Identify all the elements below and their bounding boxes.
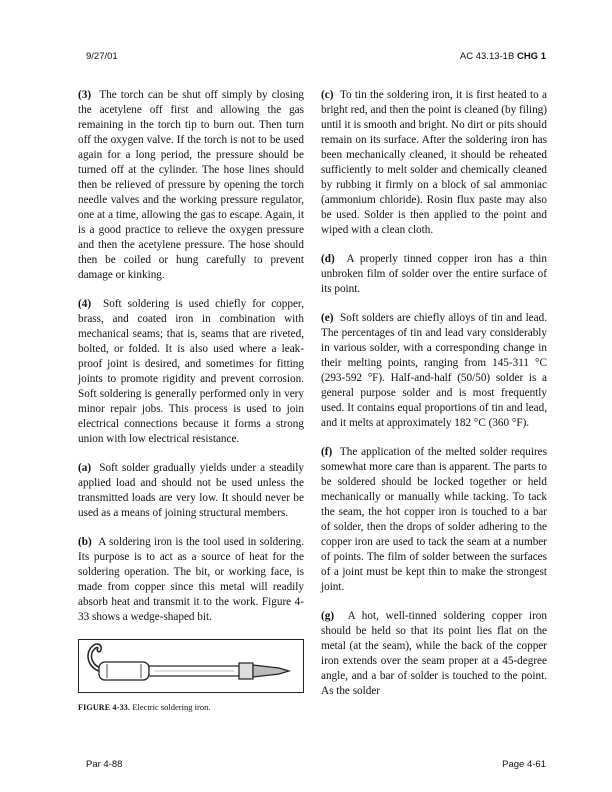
paragraph-g <box>321 609 547 699</box>
paragraph-label: (b) <box>78 536 92 548</box>
doc-id: AC 43.13-1B <box>459 51 515 62</box>
paragraph-3 <box>78 88 304 283</box>
header-doc-id <box>460 51 546 62</box>
figure-caption <box>78 700 304 715</box>
figure-label: FIGURE 4-33. <box>78 703 131 712</box>
figure-caption-text: Electric soldering iron. <box>132 702 211 712</box>
left-column <box>78 88 304 715</box>
footer-paragraph-ref: Par 4-88 <box>86 759 123 770</box>
paragraph-a <box>78 461 304 521</box>
figure-soldering-iron <box>78 639 304 693</box>
paragraph-text: A hot, well-tinned soldering copper iron should be held so that its point lies flat on the metal (at the seam), while the back of the copper iron extends over the seam proper at a 45-degree angle, and a bar of solder is touched to the point. As the solder <box>321 610 547 697</box>
right-column <box>321 88 547 713</box>
paragraph-text: The application of the melted solder requires somewhat more care than is apparent. The parts to be soldered should be locked together or held mechanically or manually while tacking. To tack the seam, the hot copper iron is touched to a bar of solder, then the drops of solder adhering to the copper iron are used to tack the seam at a number of points. The film of solder between the surfaces of a joint must be kept thin to make the strongest joint. <box>321 446 548 593</box>
paragraph-4 <box>78 297 304 447</box>
paragraph-label: (4) <box>78 298 92 310</box>
paragraph-text: Soft soldering is used chiefly for copper, brass, and coated iron in combination with mechanical seams; that is, seams that are riveted, bolted, or folded. It is also used where a leak-proof joint is desired, and sometimes for fitting joints to promote rigidity and prevent corrosion. Soft soldering is generally performed only in very minor repair jobs. This process is used to join electrical connections because it forms a strong union with low electrical resistance. <box>78 298 304 445</box>
paragraph-label: (e) <box>321 312 334 324</box>
paragraph-label: (f) <box>321 446 333 458</box>
header-date: 9/27/01 <box>86 51 118 62</box>
paragraph-text: Soft solders are chiefly alloys of tin and lead. The percentages of tin and lead vary considerably in various solder, with a corresponding change in their melting points, ranging from 145-311 °C (293-592 °F). Half-and-half (50/50) solder is a general purpose solder and is most frequently used. It contains equal proportions of tin and lead, and it melts at approximately 182 °C (360 °F). <box>321 312 548 429</box>
change-number: CHG 1 <box>516 51 546 62</box>
paragraph-b <box>78 535 304 625</box>
paragraph-label: (a) <box>78 462 92 474</box>
paragraph-f <box>321 445 547 595</box>
paragraph-text: A soldering iron is the tool used in soldering. Its purpose is to act as a source of heat for the soldering operation. The bit, or working face, is made from copper since this metal will readily absorb heat and transmit it to the work. Figure 4-33 shows a wedge-shaped bit. <box>78 536 305 623</box>
paragraph-e <box>321 311 547 431</box>
paragraph-label: (c) <box>321 89 334 101</box>
paragraph-label: (g) <box>321 610 335 622</box>
paragraph-text: To tin the soldering iron, it is first heated to a bright red, and then the point is cleaned (by filing) until it is smooth and bright. No dirt or pits should remain on its surface. After the soldering iron has been mechanically cleaned, it should be reheated sufficiently to melt solder and chemically cleaned by rubbing it firmly on a block of sal ammoniac (ammonium chloride). Rosin flux paste may also be used. Solder is then applied to the point and wiped with a clean cloth. <box>321 89 548 236</box>
paragraph-d <box>321 252 547 297</box>
paragraph-label: (3) <box>78 89 92 101</box>
footer-page-number: Page 4-61 <box>502 759 546 770</box>
paragraph-c <box>321 88 547 238</box>
paragraph-text: The torch can be shut off simply by closing the acetylene off first and allowing the gas remaining in the torch tip to burn out. Then turn off the oxygen valve. If the torch is not to be used again for a long period, the pressure should be turned off at the cylinder. The hose lines should then be relieved of pressure by opening the torch needle valves and the working pressure regulator, one at a time, allowing the gas to escape. Again, it is a good practice to relieve the oxygen pressure and then the acetylene pressure. The hose should then be coiled or hung carefully to prevent damage or kinking. <box>78 89 305 281</box>
paragraph-text: A properly tinned copper iron has a thin unbroken film of solder over the entire surface of its point. <box>321 253 548 295</box>
paragraph-text: Soft solder gradually yields under a steadily applied load and should not be used unless the transmitted loads are very low. It should never be used as a means of joining structural members. <box>78 462 304 519</box>
paragraph-label: (d) <box>321 253 335 265</box>
soldering-iron-illustration <box>79 640 305 692</box>
